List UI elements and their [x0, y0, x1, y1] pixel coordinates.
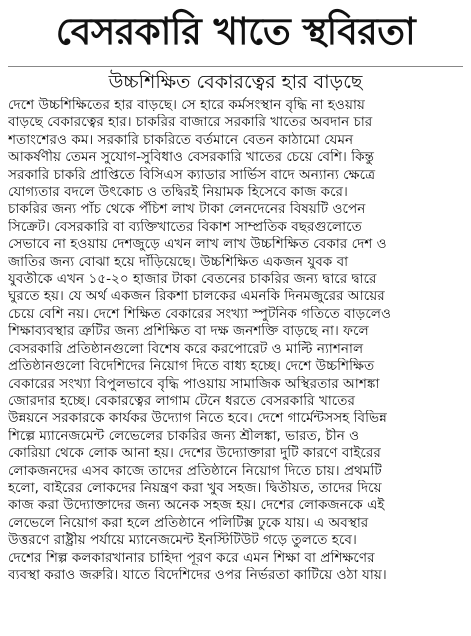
article-body-line: বেসরকারি প্রতিষ্ঠানগুলো বিশেষ করে করপোরেট ও মাল্টি ন্যাশনাল [8, 340, 364, 357]
article-subheadline: উচ্চশিক্ষিত বেকারত্বের হার বাড়ছে [108, 71, 363, 93]
article-body-line: কোরিয়া থেকে লোক আনা হয়। দেশের উদ্যোক্তারা দুটি কারণে বাইরের [8, 445, 381, 462]
article-body-line: উন্নয়নে সরকারকে কার্যকর উদ্যোগ নিতে হবে। দেশে গার্মেন্টসসহ বিভিন্ন [8, 410, 387, 427]
article-body-line: লেভেলে নিয়োগ করা হলে প্রতিষ্ঠানে পলিটিক্স ঢুকে যায়। এ অবস্থার [8, 514, 369, 531]
article-body-line: উত্তরণে রাষ্ট্রীয় পর্যায়ে ম্যানেজমেন্ট ইনস্টিটিউট গড়ে তুলতে হবে। [8, 532, 357, 549]
article-body-line: চাকরির জন্য পাঁচ থেকে পঁচিশ লাখ টাকা লেনদেনের বিষয়টি ওপেন [8, 201, 366, 218]
article-headline: বেসরকারি খাতে স্থবিরতা [8, 0, 463, 67]
article-body-line: আকর্ষণীয় তেমন সুযোগ-সুবিধাও বেসরকারি খাতের চেয়ে বেশি। কিন্তু [8, 149, 374, 166]
article-body-line: যুবতীকে এখন ১৫-২০ হাজার টাকা বেতনের চাকরির জন্য দ্বারে দ্বারে [8, 271, 377, 288]
article-body-line: শিল্পে ম্যানেজমেন্ট লেভেলের চাকরির জন্য শ্রীলঙ্কা, ভারত, চীন ও [8, 427, 360, 444]
article-body-line: বেকারের সংখ্যা বিপুলভাবে বৃদ্ধি পাওয়ায় সামাজিক অস্থিরতার আশঙ্কা [8, 375, 380, 392]
article-body-line: ঘুরতে হয়। যে অর্থ একজন রিকশা চালকের এমনকি দিনমজুরের আয়ের [8, 288, 385, 305]
article-body-line: হলো, বাইরের লোকদের নিয়ন্ত্রণ করা খুব সহজ। দ্বিতীয়ত, তাদের দিয়ে [8, 479, 382, 496]
article-body-line: জাতির জন্য বোঝা হয়ে দাঁড়িয়েছে। উচ্চশিক্ষিত একজন যুবক বা [8, 253, 349, 270]
article-body-line: সরকারি চাকরি প্রাপ্তিতে বিসিএস ক্যাডার সার্ভিস বাদে অন্যান্য ক্ষেত্রে [8, 166, 376, 183]
article-body-line: বাড়ছে বেকারত্বের হার। চাকরির বাজারে সরকারি খাতের অবদান চার [8, 114, 373, 131]
article-body-line: চেয়ে বেশি নয়। দেশে শিক্ষিত বেকারের সংখ্যা স্পুটনিক গতিতে বাড়লেও [8, 305, 391, 322]
article-body-line: কাজ করা উদ্যোক্তাদের জন্য অনেক সহজ হয়। দেশের লোকজনকে এই [8, 497, 385, 514]
article-body-line: দেশের শিল্প কলকারখানার চাহিদা পূরণ করে এমন শিক্ষা বা প্রশিক্ষণের [8, 549, 375, 566]
article-body-line: যোগ্যতার বদলে উৎকোচ ও তদ্বিরই নিয়ামক হিসেবে কাজ করে। [8, 184, 348, 201]
article-body-line: প্রতিষ্ঠানগুলো বিদেশিদের নিয়োগ দিতে বাধ্য হচ্ছে। দেশে উচ্চশিক্ষিত [8, 358, 375, 375]
article-body-line: দেশে উচ্চশিক্ষিতের হার বাড়ছে। সে হারে কর্মসংস্থান বৃদ্ধি না হওয়ায় [8, 97, 365, 113]
article-body-line: সিক্রেট। বেসরকারি বা ব্যক্তিখাতের বিকাশ সাম্প্রতিক বছরগুলোতে [8, 218, 362, 235]
article-body-line: জোরদার হচ্ছে। বেকারত্বের লাগাম টেনে ধরতে বেসরকারি খাতের [8, 392, 355, 409]
article-body-line: শতাংশেরও কম। সরকারি চাকরিতে বর্তমানে বেতন কাঠামো যেমন [8, 131, 354, 148]
article-body-line: ব্যবস্থা করাও জরুরি। যাতে বিদেশিদের ওপর নির্ভরতা কাটিয়ে ওঠা যায়। [8, 566, 387, 583]
article-body [8, 97, 463, 622]
article-body-line: শিক্ষাব্যবস্থার ত্রুটির জন্য প্রশিক্ষিত বা দক্ষ জনশক্তি বাড়ছে না। ফলে [8, 323, 369, 340]
article-body-line: সেভাবে না হওয়ায় দেশজুড়ে এখন লাখ লাখ উচ্চশিক্ষিত বেকার দেশ ও [8, 236, 387, 253]
article-body-line: লোকজনদের এসব কাজে তাদের প্রতিষ্ঠানে নিয়োগ দিতে চায়। প্রথমটি [8, 462, 382, 479]
